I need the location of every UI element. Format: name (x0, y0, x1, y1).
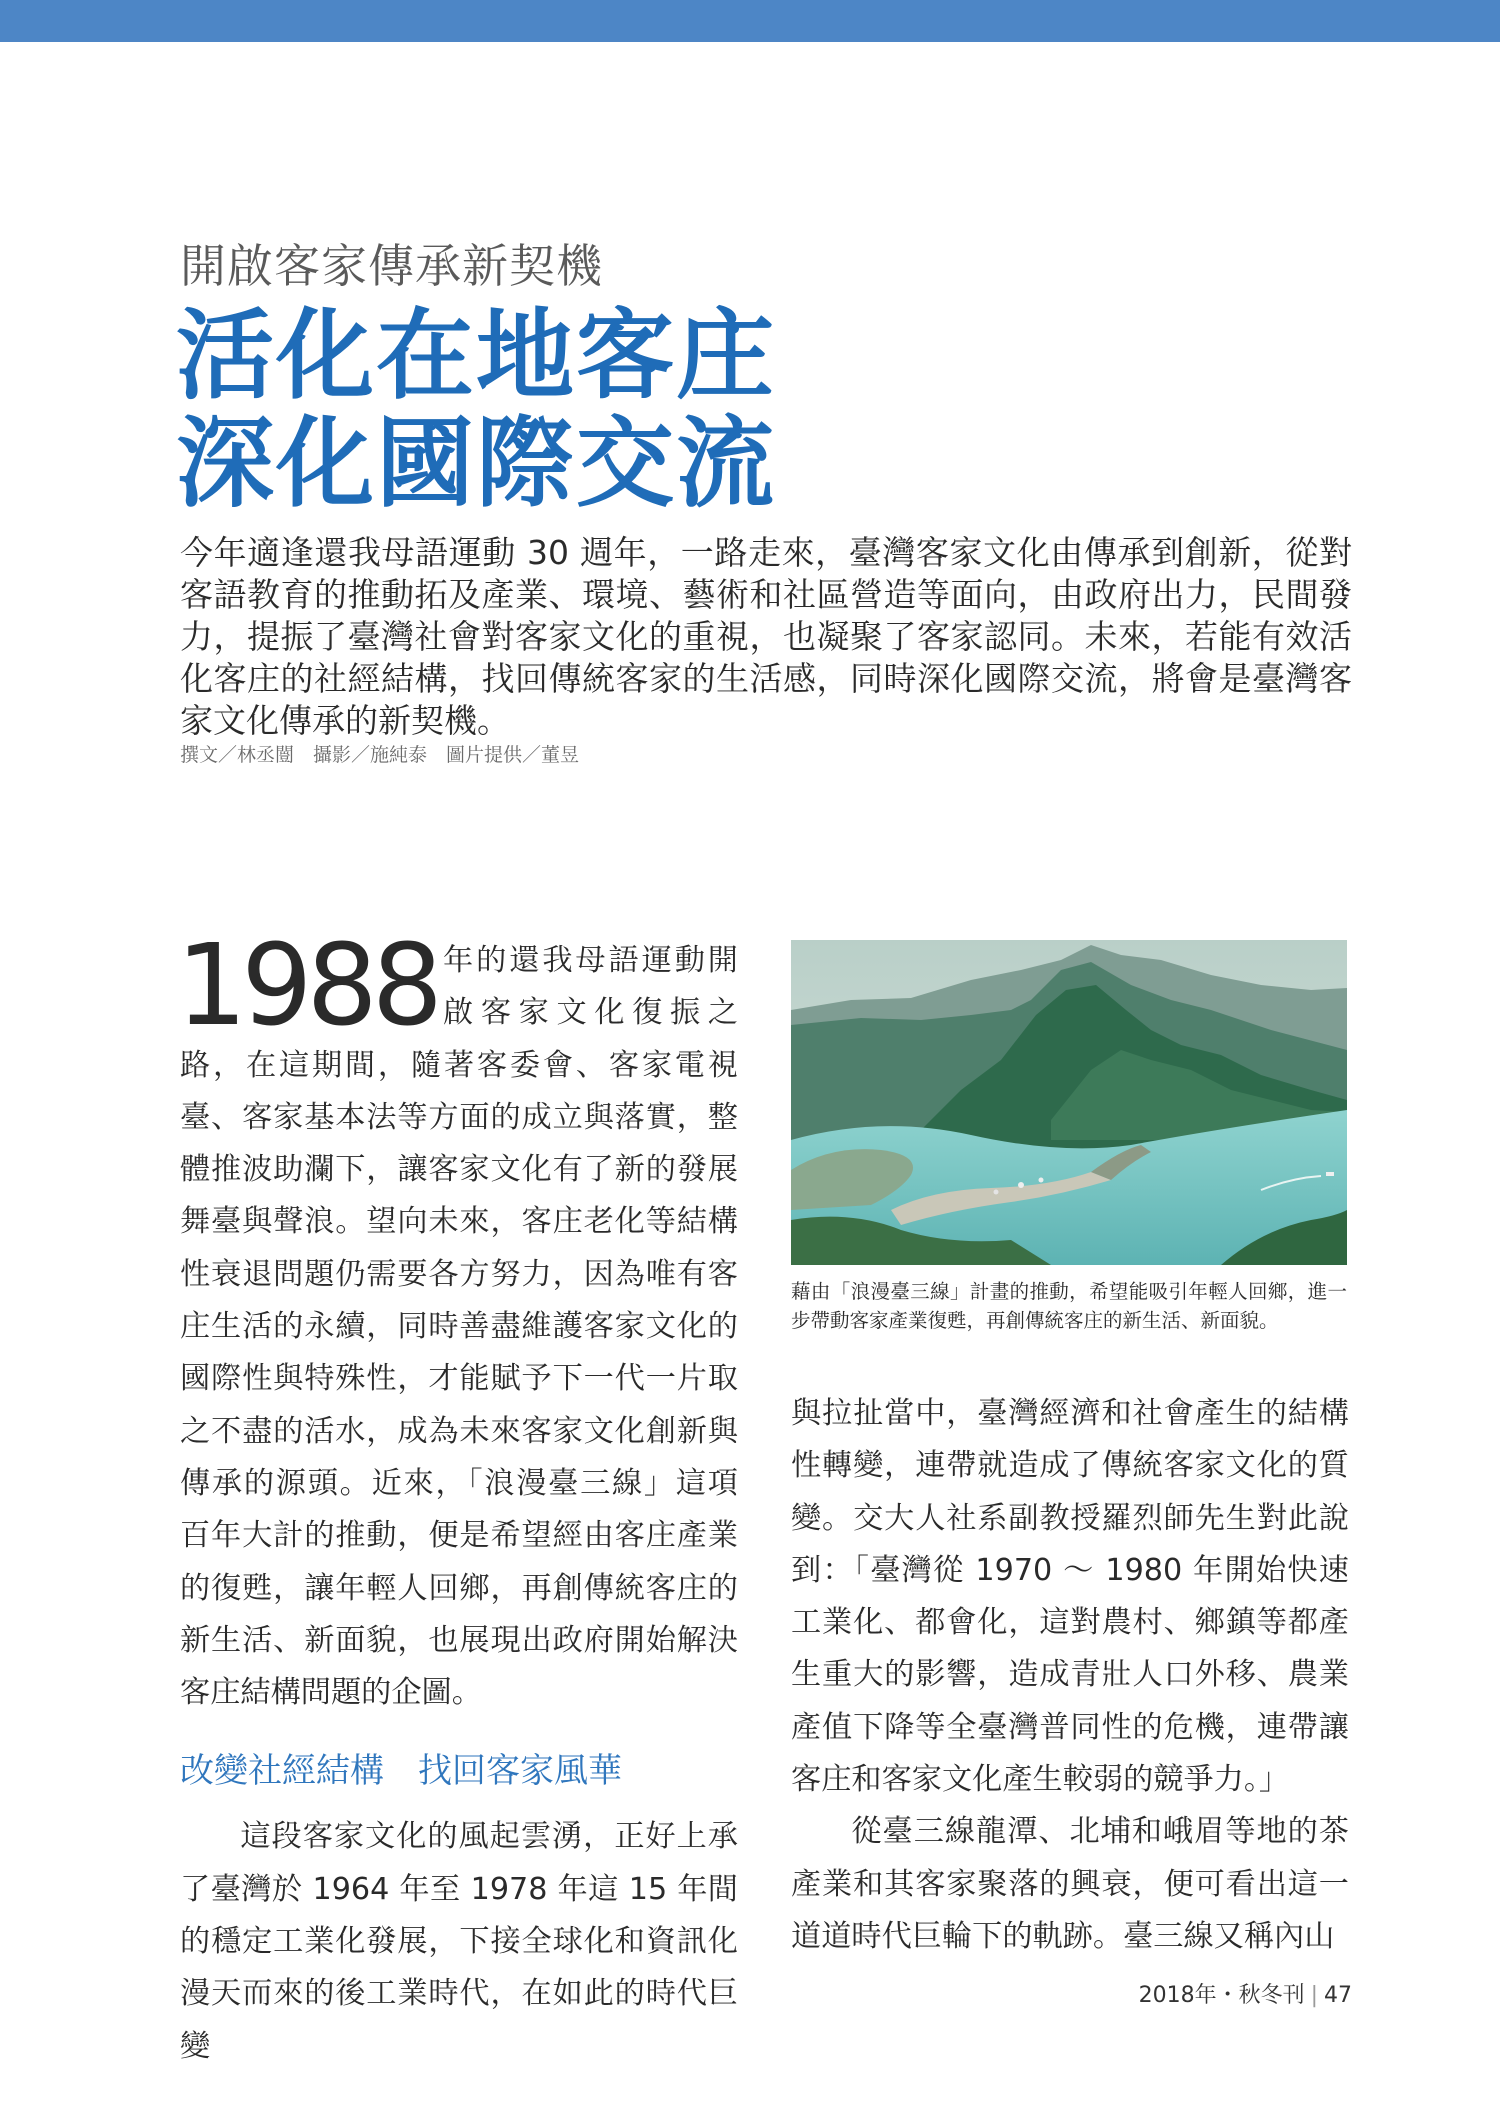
top-color-band (0, 0, 1500, 42)
body-paragraph-1-text: 年的還我母語運動開啟客家文化復振之路，在這期間，隨著客委會、客家電視臺、客家基本法等方面的成立與落實，整體推波助瀾下，讓客家文化有了新的發展舞臺與聲浪。望向未來，客庄老化等結構性衰退問題仍需要各方努力，因為唯有客庄生活的永續，同時善盡維護客家文化的國際性與特殊性，才能賦予下一代一片取之不盡的活水，成為未來客家文化創新與傳承的源頭。近來，「浪漫臺三線」這項百年大計的推動，便是希望經由客庄產業的復甦，讓年輕人回鄉，再創傳統客庄的新生活、新面貌，也展現出政府開始解決客庄結構問題的企圖。 (180, 943, 738, 1711)
body-column-right (791, 1388, 1349, 1963)
body-paragraph-1 (176, 921, 738, 1719)
dropcap-number: 1988 (176, 921, 438, 1051)
footer-divider: | (1310, 1983, 1318, 2008)
section-heading: 改變社經結構 找回客家風華 (180, 1751, 622, 1792)
reservoir-landscape-photo (791, 940, 1347, 1265)
body-paragraph-2: 這段客家文化的風起雲湧，正好上承了臺灣於 1964 年至 1978 年這 15 年間的穩定工業化發展，下接全球化和資訊化漫天而來的後工業時代，在如此的時代巨變 (180, 1819, 738, 2064)
article-subtitle: 開啟客家傳承新契機 (180, 239, 603, 293)
body-paragraph-3: 與拉扯當中，臺灣經濟和社會產生的結構性轉變，連帶就造成了傳統客家文化的質變。交大人社系副教授羅烈師先生對此說到：「臺灣從 1970 ～ 1980 年開始快速工業化、都會化，這對農村、鄉鎮等都產生重大的影響，造成青壯人口外移、農業產值下降等全臺灣普同性的危機，連帶讓客庄和客家文化產生較弱的競爭力。」 (791, 1396, 1349, 1798)
lead-paragraph: 今年適逢還我母語運動 30 週年，一路走來，臺灣客家文化由傳承到創新，從對客語教育的推動拓及產業、環境、藝術和社區營造等面向，由政府出力，民間發力，提振了臺灣社會對客家文化的重視，也凝聚了客家認同。未來，若能有效活化客庄的社經結構，找回傳統客家的生活感，同時深化國際交流，將會是臺灣客家文化傳承的新契機。 (180, 533, 1352, 740)
body-column-left (176, 921, 738, 2073)
page-number: 47 (1324, 1983, 1352, 2008)
page-footer (1139, 1978, 1352, 2009)
issue-label: 2018年・秋冬刊 (1138, 1983, 1305, 2008)
title-line-1: 活化在地客庄 (176, 299, 777, 413)
body-paragraph-4: 從臺三線龍潭、北埔和峨眉等地的茶產業和其客家聚落的興衰，便可看出這一道道時代巨輪下的軌跡。臺三線又稱內山 (791, 1814, 1349, 1954)
article-title (176, 299, 777, 521)
title-line-2: 深化國際交流 (176, 407, 777, 521)
photo-caption: 藉由「浪漫臺三線」計畫的推動，希望能吸引年輕人回鄉，進一步帶動客家產業復甦，再創傳統客庄的新生活、新面貌。 (791, 1280, 1347, 1332)
byline-credits: 撰文／林丞闓 攝影／施純泰 圖片提供／董昱 (180, 744, 580, 766)
